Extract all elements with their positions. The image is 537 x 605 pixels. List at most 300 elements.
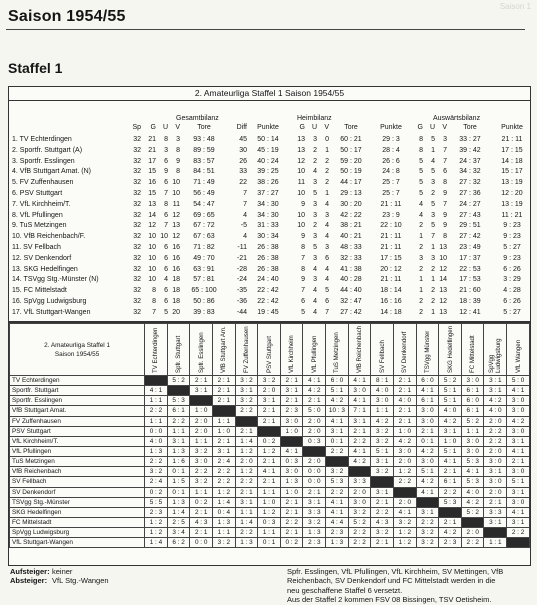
cross-result: 2 : 3 bbox=[326, 528, 349, 538]
cross-result: 4 : 1 bbox=[507, 446, 530, 456]
cross-result: 1 : 0 bbox=[212, 426, 235, 436]
cell-hv: 3 bbox=[325, 211, 329, 219]
cell-u: 3 bbox=[164, 146, 168, 154]
cell-hv: 1 bbox=[325, 190, 329, 197]
cross-result: 2 : 2 bbox=[280, 517, 303, 527]
cell-ap: 17 : 15 bbox=[501, 146, 523, 154]
cross-result: 2 : 5 bbox=[167, 517, 190, 527]
cell-ap: 9 : 23 bbox=[503, 222, 521, 230]
cross-result: 2 : 1 bbox=[393, 376, 416, 386]
cell-hv: 4 bbox=[325, 265, 329, 273]
cell-at: 24 : 27 bbox=[459, 200, 481, 208]
cell-g: 12 bbox=[148, 222, 156, 230]
team-name: 14. TSVgg Stg.-Münster (N) bbox=[12, 276, 99, 284]
standings-row bbox=[9, 200, 530, 210]
cell-punkte: 31 : 33 bbox=[257, 222, 279, 230]
cell-hu: 3 bbox=[313, 254, 317, 262]
cell-av: 13 bbox=[439, 244, 447, 251]
cross-result: 1 : 1 bbox=[145, 416, 168, 426]
cross-result: 2 : 0 bbox=[461, 528, 484, 538]
cell-g: 14 bbox=[148, 211, 156, 219]
cell-punkte: 37 : 27 bbox=[257, 190, 279, 197]
cross-result: 1 : 3 bbox=[167, 446, 190, 456]
cross-result: 3 : 1 bbox=[507, 487, 530, 497]
cross-result: 2 : 2 bbox=[235, 477, 258, 487]
team-name: 10. VfB Reichenbach/F. bbox=[12, 233, 86, 241]
cross-result: 6 : 0 bbox=[326, 376, 349, 386]
cell-hu: 3 bbox=[313, 233, 317, 241]
cross-result: 2 : 1 bbox=[280, 528, 303, 538]
cell-punkte: 34 : 30 bbox=[257, 211, 279, 219]
cross-result: 1 : 1 bbox=[145, 396, 168, 406]
cell-hu: 5 bbox=[313, 244, 317, 251]
cross-result: 4 : 1 bbox=[439, 457, 462, 467]
absteiger-value: VfL Stg.-Wangen bbox=[52, 576, 109, 586]
cross-row-team: FC Mittelstadt bbox=[10, 517, 145, 527]
col-header-ht: Tore bbox=[344, 124, 358, 131]
cross-result: 1 : 3 bbox=[167, 497, 190, 507]
cross-result: 1 : 1 bbox=[371, 406, 394, 416]
cell-hv: 5 bbox=[325, 287, 329, 295]
cross-result: 4 : 0 bbox=[145, 436, 168, 446]
cross-result: 2 : 1 bbox=[348, 426, 371, 436]
cell-hv: 4 bbox=[325, 233, 329, 241]
cross-result: 0 : 4 bbox=[212, 507, 235, 517]
cell-hv: 4 bbox=[325, 222, 329, 230]
cross-result: 2 : 2 bbox=[212, 467, 235, 477]
cell-u: 6 bbox=[164, 265, 168, 273]
col-header-hv: V bbox=[324, 124, 329, 131]
cell-at: 39 : 42 bbox=[459, 146, 481, 154]
cell-ht: 27 : 42 bbox=[340, 308, 362, 316]
cell-av: 7 bbox=[443, 200, 447, 208]
cell-sp: 32 bbox=[133, 190, 141, 197]
col-header-g: G bbox=[150, 124, 156, 131]
note-line-4: Aus der Staffel 2 kommen FSV 08 Bissingen, TSV Oetisheim. bbox=[287, 595, 492, 605]
cell-v: 10 bbox=[172, 179, 180, 187]
cell-hp: 21 : 11 bbox=[380, 276, 402, 284]
cross-result: 4 : 2 bbox=[461, 497, 484, 507]
cell-hp: 17 : 15 bbox=[380, 254, 402, 262]
cross-result: 3 : 1 bbox=[484, 467, 507, 477]
cell-at: 18 : 39 bbox=[459, 298, 481, 305]
cross-result: 3 : 2 bbox=[416, 528, 439, 538]
cross-result: 0 : 1 bbox=[416, 436, 439, 446]
cell-at: 27 : 43 bbox=[459, 211, 481, 219]
standings-row bbox=[9, 243, 530, 253]
cross-col-header: SpVgg Ludwigsburg bbox=[484, 324, 507, 376]
cell-u: 6 bbox=[164, 287, 168, 295]
cell-hu: 2 bbox=[313, 146, 317, 154]
cell-tore: 54 : 47 bbox=[193, 200, 215, 208]
cell-hp: 21 : 11 bbox=[380, 200, 402, 208]
team-name: 8. VfL Pfullingen bbox=[12, 211, 63, 219]
cross-diagonal bbox=[439, 507, 462, 517]
promotion-relegation bbox=[10, 567, 109, 586]
cross-result: 2 : 1 bbox=[235, 426, 258, 436]
cross-result: 4 : 1 bbox=[280, 446, 303, 456]
col-header-diff: Diff bbox=[236, 124, 247, 131]
cross-result: 3 : 0 bbox=[461, 436, 484, 446]
cross-result: 3 : 1 bbox=[371, 457, 394, 467]
cell-av: 8 bbox=[443, 179, 447, 187]
cross-result: 1 : 0 bbox=[439, 436, 462, 446]
cell-av: 13 bbox=[439, 308, 447, 316]
cell-at: 27 : 36 bbox=[459, 190, 481, 197]
cell-diff: 33 bbox=[239, 168, 247, 176]
cross-result: 3 : 1 bbox=[212, 446, 235, 456]
cross-result: 2 : 1 bbox=[258, 406, 281, 416]
standings-row bbox=[9, 135, 530, 145]
cross-result: 2 : 1 bbox=[258, 457, 281, 467]
cross-result: 3 : 0 bbox=[461, 376, 484, 386]
cross-result: 3 : 0 bbox=[507, 467, 530, 477]
cell-tore: 83 : 57 bbox=[193, 157, 215, 165]
cross-result: 2 : 4 bbox=[145, 477, 168, 487]
cross-result: 1 : 1 bbox=[190, 436, 213, 446]
cell-g: 21 bbox=[148, 136, 156, 143]
cross-result: 2 : 0 bbox=[303, 426, 326, 436]
cell-at: 27 : 32 bbox=[459, 179, 481, 187]
cross-row bbox=[10, 457, 530, 467]
cell-au: 5 bbox=[431, 222, 435, 230]
cross-result: 2 : 3 bbox=[303, 538, 326, 548]
cell-diff: -36 bbox=[236, 298, 247, 305]
cross-row-team: TuS Metzingen bbox=[10, 457, 145, 467]
team-name: 4. VfB Stuttgart Amat. (N) bbox=[12, 168, 91, 176]
cell-u: 6 bbox=[164, 179, 168, 187]
cell-g: 13 bbox=[148, 200, 156, 208]
cross-result: 4 : 1 bbox=[326, 497, 349, 507]
cell-ag: 2 bbox=[419, 222, 423, 230]
cross-result: 5 : 2 bbox=[439, 376, 462, 386]
cross-result: 2 : 2 bbox=[190, 467, 213, 477]
cell-sp: 32 bbox=[133, 265, 141, 273]
cell-diff: 7 bbox=[243, 190, 247, 197]
cross-result: 2 : 2 bbox=[145, 457, 168, 467]
cross-table bbox=[8, 322, 531, 566]
cell-g: 15 bbox=[148, 168, 156, 176]
cross-col-header: SV Fellbach bbox=[371, 324, 394, 376]
cross-diagonal bbox=[303, 446, 326, 456]
cell-at: 17 : 53 bbox=[459, 276, 481, 284]
cell-ag: 8 bbox=[419, 146, 423, 154]
cross-result: 1 : 2 bbox=[235, 467, 258, 477]
cross-row bbox=[10, 497, 530, 507]
cross-row-team: Sportfr. Esslingen bbox=[10, 396, 145, 406]
cell-hp: 16 : 16 bbox=[380, 298, 402, 305]
cross-row-team: VfL Kirchheim/T. bbox=[10, 436, 145, 446]
team-name: 1. TV Echterdingen bbox=[12, 136, 72, 143]
cell-tore: 67 : 72 bbox=[193, 222, 215, 230]
standings-heading: 2. Amateurliga Staffel 1 Saison 1954/55 bbox=[9, 87, 530, 101]
cross-result: 4 : 0 bbox=[461, 487, 484, 497]
cell-au: 1 bbox=[431, 308, 435, 316]
cross-result: 2 : 0 bbox=[484, 487, 507, 497]
cross-result: 4 : 2 bbox=[371, 416, 394, 426]
cell-au: 3 bbox=[431, 211, 435, 219]
cell-punkte: 45 : 19 bbox=[257, 146, 279, 154]
team-name: 11. SV Fellbach bbox=[12, 244, 61, 251]
cross-result: 1 : 4 bbox=[235, 436, 258, 446]
cell-sp: 32 bbox=[133, 254, 141, 262]
cross-result: 2 : 0 bbox=[348, 487, 371, 497]
cell-diff: -11 bbox=[237, 244, 247, 251]
cross-result: 3 : 3 bbox=[303, 507, 326, 517]
cell-sp: 32 bbox=[133, 157, 141, 165]
cross-result: 4 : 3 bbox=[371, 517, 394, 527]
cross-result: 2 : 1 bbox=[484, 497, 507, 507]
cross-row bbox=[10, 396, 530, 406]
cell-g: 10 bbox=[148, 276, 156, 284]
cross-row-team: VfL Pfullingen bbox=[10, 446, 145, 456]
cell-at: 22 : 53 bbox=[459, 265, 481, 273]
cross-result: 3 : 2 bbox=[371, 426, 394, 436]
cell-hg: 6 bbox=[301, 298, 305, 305]
cross-row-team: SpVgg Ludwigsburg bbox=[10, 528, 145, 538]
cross-result: 2 : 1 bbox=[507, 457, 530, 467]
cell-at: 21 : 60 bbox=[459, 287, 481, 295]
cross-result: 2 : 1 bbox=[280, 376, 303, 386]
cell-punkte: 19 : 45 bbox=[257, 308, 279, 316]
cell-sp: 32 bbox=[133, 298, 141, 305]
cell-au: 2 bbox=[431, 265, 435, 273]
cross-header-row bbox=[10, 324, 530, 376]
cell-ag: 5 bbox=[419, 157, 423, 165]
cell-ag: 5 bbox=[419, 168, 423, 176]
cross-result: 1 : 1 bbox=[461, 426, 484, 436]
cross-diagonal bbox=[167, 386, 190, 396]
cross-result: 2 : 1 bbox=[303, 396, 326, 406]
cross-result: 4 : 1 bbox=[416, 487, 439, 497]
cross-result: 4 : 1 bbox=[507, 386, 530, 396]
cell-av: 10 bbox=[439, 254, 447, 262]
cell-tore: 49 : 70 bbox=[193, 254, 215, 262]
cell-diff: 4 bbox=[243, 233, 247, 241]
cell-v: 3 bbox=[176, 136, 180, 143]
cell-ht: 44 : 40 bbox=[340, 287, 362, 295]
cell-av: 6 bbox=[443, 168, 447, 176]
cell-hg: 10 bbox=[297, 190, 305, 197]
cross-row bbox=[10, 376, 530, 386]
cell-au: 1 bbox=[431, 244, 435, 251]
cross-result: 4 : 2 bbox=[393, 436, 416, 446]
cross-result: 4 : 1 bbox=[348, 376, 371, 386]
cross-result: 3 : 2 bbox=[145, 467, 168, 477]
cell-ap: 9 : 23 bbox=[503, 233, 521, 241]
team-name: 15. FC Mittelstadt bbox=[12, 287, 67, 295]
cell-hg: 5 bbox=[301, 308, 305, 316]
cell-hu: 4 bbox=[313, 298, 317, 305]
cell-ap: 21 : 11 bbox=[501, 136, 523, 143]
cross-result: 1 : 3 bbox=[145, 446, 168, 456]
cell-g: 10 bbox=[148, 244, 156, 251]
cross-result: 2 : 0 bbox=[303, 416, 326, 426]
cross-result: 2 : 1 bbox=[280, 497, 303, 507]
cross-row bbox=[10, 477, 530, 487]
cross-result: 5 : 3 bbox=[167, 396, 190, 406]
cell-ht: 50 : 19 bbox=[340, 168, 362, 176]
cell-hu: 2 bbox=[313, 157, 317, 165]
cell-sp: 32 bbox=[133, 276, 141, 284]
cross-result: 2 : 2 bbox=[326, 487, 349, 497]
cell-tore: 69 : 65 bbox=[193, 211, 215, 219]
cross-col-header: VfB Stuttgart Am. bbox=[212, 324, 235, 376]
cell-ht: 32 : 33 bbox=[340, 254, 362, 262]
col-header-hg: G bbox=[299, 124, 305, 131]
cross-result: 4 : 1 bbox=[416, 386, 439, 396]
cell-av: 14 bbox=[439, 276, 447, 284]
team-name: 6. PSV Stuttgart bbox=[12, 190, 63, 197]
cross-result: 2 : 1 bbox=[190, 507, 213, 517]
group-aus: Auswärtsbilanz bbox=[433, 115, 481, 122]
cross-result: 2 : 1 bbox=[190, 528, 213, 538]
cross-row-team: Sportfr. Stuttgart bbox=[10, 386, 145, 396]
cross-result: 4 : 2 bbox=[507, 416, 530, 426]
cell-hv: 6 bbox=[325, 298, 329, 305]
cell-hg: 10 bbox=[297, 222, 305, 230]
cross-row bbox=[10, 436, 530, 446]
cell-v: 13 bbox=[172, 222, 180, 230]
cell-at: 12 : 41 bbox=[459, 308, 481, 316]
cross-result: 2 : 2 bbox=[145, 406, 168, 416]
standings-row bbox=[9, 157, 530, 167]
cross-result: 3 : 0 bbox=[484, 477, 507, 487]
cross-result: 3 : 0 bbox=[393, 446, 416, 456]
cell-av: 9 bbox=[443, 222, 447, 230]
standings-row bbox=[9, 146, 530, 156]
cross-result: 0 : 2 bbox=[145, 487, 168, 497]
cell-ht: 30 : 20 bbox=[340, 200, 362, 208]
cross-result: 4 : 2 bbox=[348, 457, 371, 467]
cross-result: 1 : 0 bbox=[280, 426, 303, 436]
cross-result: 2 : 2 bbox=[439, 487, 462, 497]
cell-tore: 57 : 81 bbox=[193, 276, 215, 284]
group-heim: Heimbilanz bbox=[297, 115, 332, 122]
cross-result: 6 : 1 bbox=[461, 386, 484, 396]
cross-result: 2 : 1 bbox=[280, 507, 303, 517]
cell-hu: 3 bbox=[313, 179, 317, 187]
cross-row-team: VfL Stuttgart-Wangen bbox=[10, 538, 145, 548]
cell-u: 8 bbox=[164, 136, 168, 143]
cross-result: 1 : 1 bbox=[258, 487, 281, 497]
cell-ap: 14 : 18 bbox=[501, 157, 523, 165]
cell-hu: 5 bbox=[313, 190, 317, 197]
cross-result: 1 : 3 bbox=[280, 477, 303, 487]
cell-hp: 18 : 14 bbox=[380, 287, 402, 295]
cell-ap: 11 : 21 bbox=[501, 211, 523, 219]
cross-diagonal bbox=[371, 477, 394, 487]
cross-result: 3 : 1 bbox=[507, 436, 530, 446]
standings-row bbox=[9, 297, 530, 307]
cell-diff: 22 bbox=[239, 179, 247, 187]
cross-result: 2 : 2 bbox=[235, 528, 258, 538]
cross-result: 2 : 1 bbox=[212, 386, 235, 396]
cell-v: 12 bbox=[172, 211, 180, 219]
cell-ht: 60 : 21 bbox=[340, 136, 362, 143]
cell-ap: 5 : 27 bbox=[503, 308, 521, 316]
cell-punkte: 30 : 34 bbox=[257, 233, 279, 241]
cross-result: 4 : 0 bbox=[371, 386, 394, 396]
cell-ap: 3 : 29 bbox=[503, 276, 521, 284]
cell-hv: 2 bbox=[325, 157, 329, 165]
cross-result: 4 : 2 bbox=[326, 396, 349, 406]
cross-result: 4 : 1 bbox=[507, 507, 530, 517]
cross-result: 2 : 0 bbox=[235, 457, 258, 467]
cross-row-team: SV Fellbach bbox=[10, 477, 145, 487]
cross-row bbox=[10, 528, 530, 538]
cell-hv: 0 bbox=[325, 136, 329, 143]
cell-hg: 8 bbox=[301, 244, 305, 251]
cross-result: 2 : 2 bbox=[212, 477, 235, 487]
cross-result: 3 : 3 bbox=[484, 507, 507, 517]
cell-diff: -44 bbox=[236, 308, 247, 316]
cell-hp: 25 : 7 bbox=[382, 190, 400, 197]
cell-v: 12 bbox=[172, 233, 180, 241]
cell-ag: 2 bbox=[419, 298, 423, 305]
cross-result: 2 : 0 bbox=[190, 426, 213, 436]
cross-result: 5 : 0 bbox=[303, 406, 326, 416]
team-name: 17. VfL Stuttgart-Wangen bbox=[12, 308, 91, 316]
cross-result: 3 : 2 bbox=[416, 538, 439, 548]
cross-result: 0 : 0 bbox=[303, 467, 326, 477]
cross-col-header: FC Mittelstadt bbox=[461, 324, 484, 376]
reassignment-note bbox=[287, 567, 503, 605]
cell-hp: 14 : 18 bbox=[380, 308, 402, 316]
cell-punkte: 40 : 24 bbox=[257, 157, 279, 165]
cross-result: 6 : 1 bbox=[439, 477, 462, 487]
cell-hu: 3 bbox=[313, 276, 317, 284]
cell-ap: 13 : 19 bbox=[501, 200, 523, 208]
cell-punkte: 24 : 40 bbox=[257, 276, 279, 284]
cell-punkte: 22 : 42 bbox=[257, 287, 279, 295]
cell-at: 34 : 32 bbox=[459, 168, 481, 176]
cell-ag: 1 bbox=[419, 233, 423, 241]
cross-diagonal bbox=[235, 416, 258, 426]
cross-result: 0 : 0 bbox=[145, 426, 168, 436]
cross-heading: 2. Amateurliga Staffel 1 Saison 1954/55 bbox=[10, 324, 145, 376]
cell-ap: 4 : 28 bbox=[503, 287, 521, 295]
cross-result: 1 : 4 bbox=[167, 507, 190, 517]
cell-ag: 2 bbox=[419, 308, 423, 316]
cross-result: 3 : 1 bbox=[235, 386, 258, 396]
cross-result: 5 : 1 bbox=[439, 386, 462, 396]
cross-result: 3 : 1 bbox=[235, 497, 258, 507]
cross-result: 3 : 2 bbox=[258, 376, 281, 386]
aufsteiger-value: keiner bbox=[52, 567, 73, 576]
cross-result: 1 : 0 bbox=[190, 406, 213, 416]
cell-hg: 8 bbox=[301, 265, 305, 273]
team-name: 12. SV Denkendorf bbox=[12, 254, 72, 262]
cross-row bbox=[10, 386, 530, 396]
cell-hg: 13 bbox=[297, 146, 305, 154]
cell-g: 17 bbox=[148, 157, 156, 165]
standings-row bbox=[9, 178, 530, 188]
cell-sp: 32 bbox=[133, 200, 141, 208]
cell-ap: 6 : 26 bbox=[503, 298, 521, 305]
note-line-2: Reichenbach, SV Denkendorf und FC Mittelstadt werden in die bbox=[287, 576, 496, 586]
cross-result: 2 : 1 bbox=[258, 416, 281, 426]
cross-row bbox=[10, 446, 530, 456]
cross-result: 3 : 0 bbox=[280, 467, 303, 477]
cell-sp: 32 bbox=[133, 233, 141, 241]
cross-result: 3 : 0 bbox=[507, 497, 530, 507]
cross-result: 6 : 1 bbox=[416, 396, 439, 406]
cell-at: 29 : 51 bbox=[459, 222, 481, 230]
standings-table bbox=[8, 86, 531, 322]
standings-row bbox=[9, 254, 530, 264]
cross-result: 3 : 0 bbox=[280, 416, 303, 426]
